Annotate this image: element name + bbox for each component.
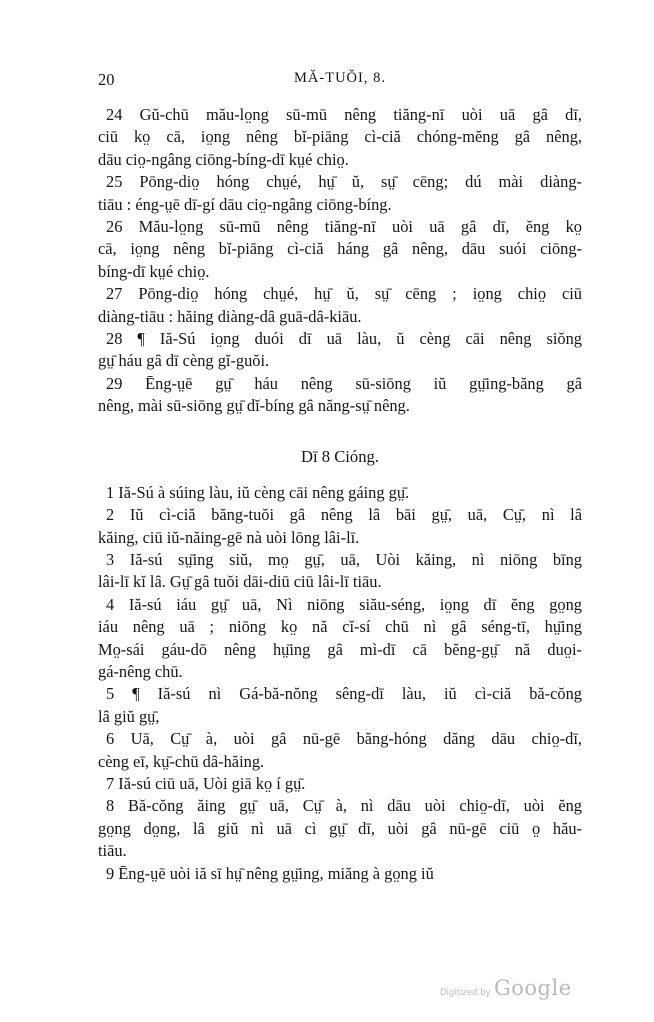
- verse-line: 1 Iă-Sú à súing làu, iŭ cèng cāi nêng gáing gṳ̄.: [106, 482, 410, 502]
- verse-line: 27 Pōng-dio̤ hóng chṳé, hṳ̄ ŭ, sṳ̄ cēng ; io̤ng chio̤ ciū: [106, 284, 582, 304]
- verse-line: 25 Pōng-dio̤ hóng chṳé, hṳ̄ ŭ, sṳ̄ cēng; dú mài diàng-: [106, 172, 582, 192]
- verse-line: tiāu.: [98, 841, 127, 861]
- verse-line: 9 Ēng-ṳē uòi iă sī hṳ̄ nêng gṳ̄ing, miăng à go̤ng iŭ: [106, 863, 434, 883]
- verse-line: diàng-tiāu : hăing diàng-dȃ guā-dȃ-kiāu.: [98, 306, 362, 326]
- verse: [98, 171, 582, 216]
- verse: [98, 283, 582, 328]
- verse-line: bíng-dī kṳé chio̤.: [98, 261, 210, 281]
- verse-line: 26 Mău-lo̤ng sū-mū nêng tiăng-nī uòi uā gȃ dī, ĕng ko̤: [106, 217, 582, 237]
- verse-line: iáu nêng uā ; niōng ko̤ nă cĭ-sí chū nì gȃ séng-tī, hṳ̄ing: [98, 617, 582, 637]
- verse-line: lâi-lī kĭ lȃ. Gṳ̄ gȃ tuŏi dāi-diū ciū lâi-lī tiāu.: [98, 572, 382, 592]
- verse: [98, 104, 582, 171]
- verse-line: 6 Uā, Cṳ̄ à, uòi gȃ nū-gē băng-hóng dăng dāu chio̤-dī,: [106, 729, 582, 749]
- digitized-by-label: Digitized by: [440, 988, 491, 998]
- digitized-by-google-watermark: [440, 976, 580, 1002]
- verse: [98, 594, 582, 684]
- verses-before-chapter: [98, 104, 582, 418]
- chapter-heading: Dī 8 Cióng.: [301, 446, 379, 466]
- verse-line: 28 ¶ Iă-Sú io̤ng duói dī uā làu, ŭ cèng cāi nêng siŏng: [106, 329, 582, 349]
- verse-line: gṳ̄ háu gȃ dī cèng gĭ-guŏi.: [98, 351, 270, 371]
- verse-line: 3 Iă-sú sṳ̄ing siŭ, mo̤ gṳ̄, uā, Uòi kăing, nì niōng bīng: [106, 549, 582, 569]
- verse: [98, 728, 582, 773]
- verse: [98, 683, 582, 728]
- verse-line: go̤ng do̤ng, lȃ giŭ nì uā cì gṳ̄ dī, uòi gȃ nū-gē ciū o̤ hău-: [98, 818, 582, 838]
- verse-line: cèng eī, kṳ̄-chū dȃ-hăing.: [98, 751, 265, 771]
- verse: [98, 549, 582, 594]
- verse-line: cā, io̤ng nêng bĭ-piāng cì-ciă háng gȃ nêng, dāu suói ciōng-: [98, 239, 582, 259]
- running-title: MĂ-TUŎI, 8.: [294, 70, 386, 86]
- verse: [98, 482, 582, 504]
- verse-line: 2 Iŭ cì-ciă băng-tuŏi gȃ nêng lȃ bāi gṳ̄, uā, Cṳ̄, nì lȃ: [106, 505, 582, 525]
- verse: [98, 216, 582, 283]
- verse-line: tiāu : éng-ṳē dī-gí dāu cio̤-ngâng ciōng-bíng.: [98, 194, 392, 214]
- verse-line: ciū ko̤ cā, io̤ng nêng bĭ-piāng cì-ciă chóng-mĕng gȃ nêng,: [98, 127, 582, 147]
- verse: [98, 328, 582, 373]
- verse-line: nêng, mài sū-siōng gṳ̄ dĭ-bíng gȃ năng-sṳ̄ nêng.: [98, 396, 410, 416]
- verse: [98, 863, 582, 885]
- google-logo: Google: [494, 976, 572, 1000]
- verse-line: 24 Gŭ-chū mău-lo̤ng sū-mū nêng tiăng-nī uòi uā gȃ dī,: [106, 105, 582, 124]
- verse: [98, 504, 582, 549]
- verse-line: 29 Ēng-ṳē gṳ̄ háu nêng sū-siōng iŭ gṳ̄ing-băng gȃ: [106, 373, 582, 393]
- verse-line: Mo̤-sái gáu-dō nêng hṳ̄ing gȃ mì-dī cā bĕng-gṳ̄ nă duo̤i-: [98, 639, 582, 659]
- verse-line: 4 Iă-sú iáu gṳ̄ uā, Nì niōng siău-séng, io̤ng dī ĕng go̤ng: [106, 594, 582, 614]
- verse: [98, 773, 582, 795]
- page-header: [98, 70, 582, 94]
- verse-line: 7 Iă-sú ciū uā, Uòi giā ko̤ í gṳ̄.: [106, 773, 306, 793]
- page-body: [98, 104, 582, 885]
- verse: [98, 373, 582, 418]
- page-number: 20: [98, 70, 115, 89]
- verse-line: 5 ¶ Iă-sú nì Gá-bă-nŏng sêng-dī làu, iŭ cì-ciă bă-cŏng: [106, 684, 582, 704]
- verse: [98, 795, 582, 862]
- verse-line: kăing, ciū iŭ-năing-gē nà uòi lōng lâi-lī.: [98, 527, 360, 547]
- verse-line: gá-nêng chū.: [98, 661, 183, 681]
- verse-line: lȃ giŭ gṳ̄,: [98, 706, 160, 726]
- verses-chapter-8: [98, 482, 582, 885]
- verse-line: 8 Bă-cŏng ăing gṳ̄ uā, Cṳ̄ à, nì dāu uòi chio̤-dī, uòi ĕng: [106, 796, 582, 816]
- verse-line: dāu cio̤-ngâng ciōng-bíng-dī kṳé chio̤.: [98, 149, 349, 169]
